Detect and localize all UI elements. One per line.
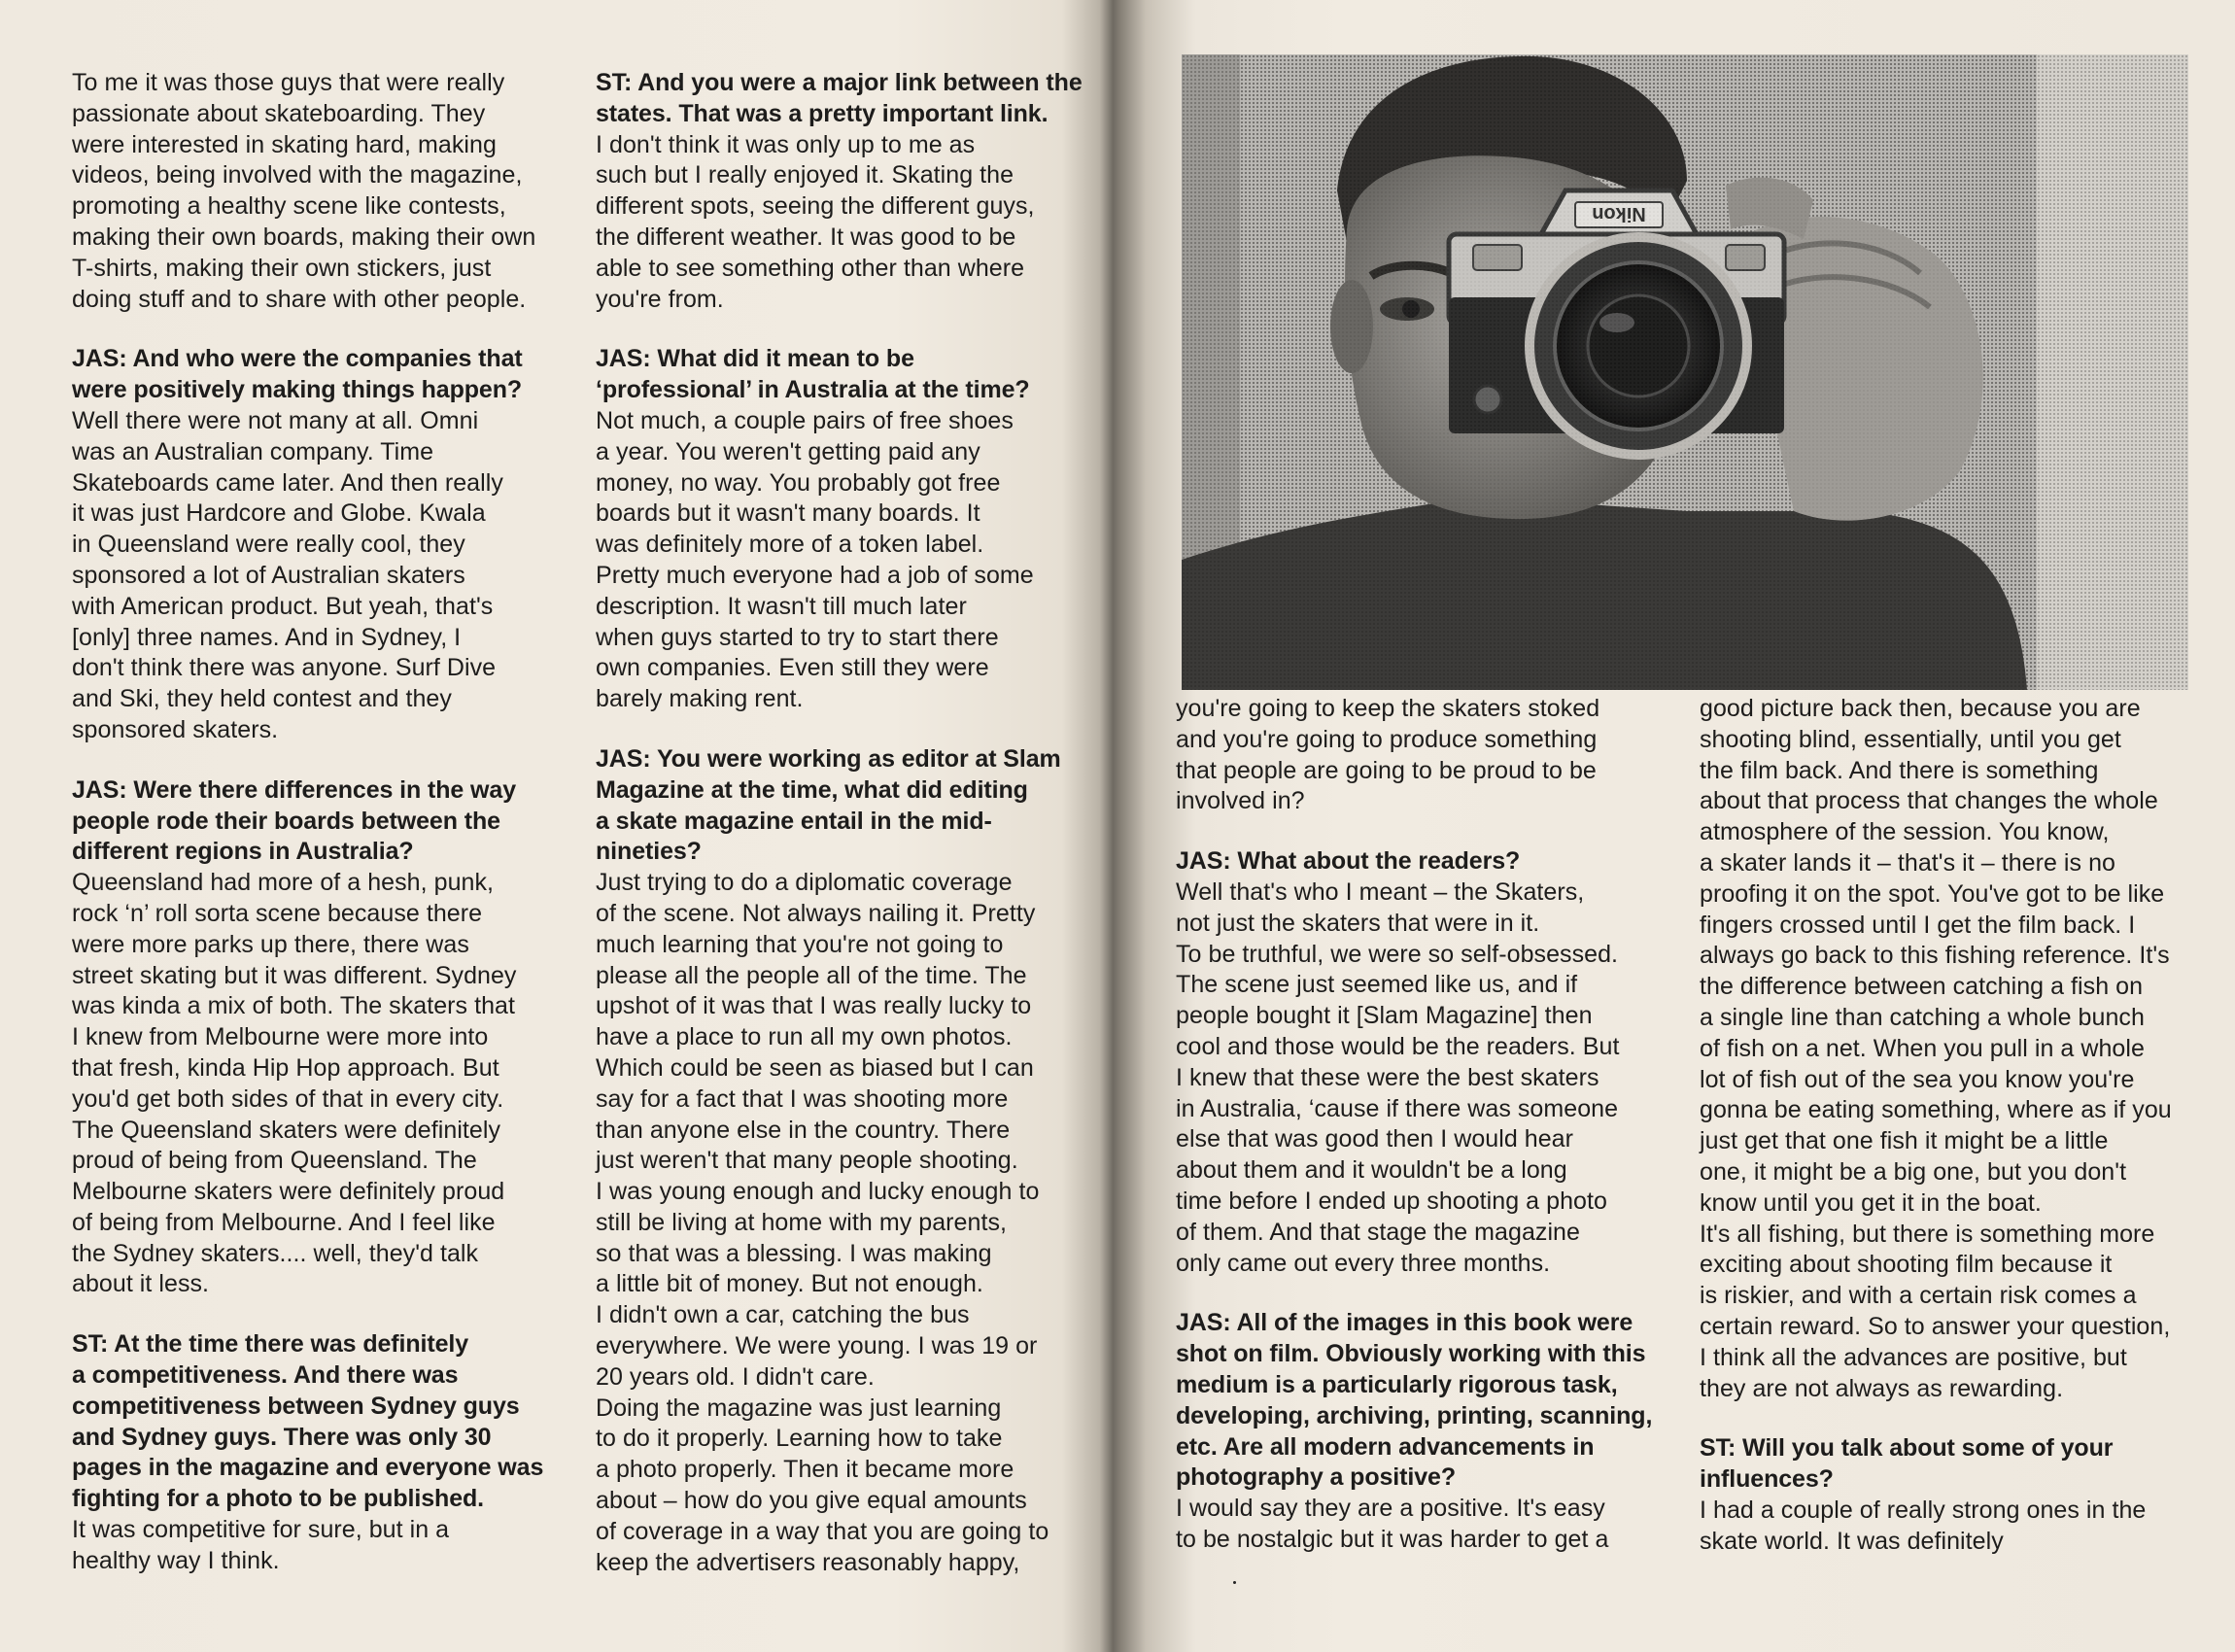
interview-answer: good picture back then, because you are shooting blind, essentially, until you get the film back. And there is something about that process that changes the whole atmosphere of the session. You know, a skater lands it – that's it – there is no proofing it on the spot. You've got to be like fingers crossed until I get the film back. I always go back to this fishing reference. It's the difference between catching a fish on a single line than catching a whole bunch of fish on a net. When you pull in a whole lot of fish out of the sea you know you're gonna be eating something, where as if you just get that one fish it might be a little one, it might be a big one, but you don't know until you get it in the boat. It's all fishing, but there is something more exciting about shooting film because it is riskier, and with a certain risk comes a certain reward. So to answer your question, I think all the advances are positive, but they are not always as rewarding. [1700,695,2172,1402]
text-column-1 [72,68,577,1577]
interview-paragraph [72,1329,577,1576]
interview-answer: I had a couple of really strong ones in the skate world. It was definitely [1700,1496,2147,1555]
interview-paragraph [596,744,1111,1579]
interview-answer: Well there were not many at all. Omni was an Australian company. Time Skateboards came later. And then really it was just Hardcore and Globe. Kwala in Queensland were really cool, they sponsored a lot of Australian skaters with American product. But yeah, that's [only] three names. And in Sydney, I don't think there was anyone. Surf Dive and Ski, they held contest and they sponsored skaters. [72,406,503,743]
interview-paragraph [72,344,577,745]
interview-answer: Just trying to do a diplomatic coverage of the scene. Not always nailing it. Pretty much learning that you're not going to please all the people all of the time. The upshot of it was that I was really lucky to have a place to run all my own photos. Which could be seen as biased but I can say for a fact that I was shooting more than anyone else in the country. There just weren't that many people shooting. I was young enough and lucky enough to still be living at home with my parents, so that was a blessing. I was making a little bit of money. But not enough. I didn't own a car, catching the bus everywhere. We were young. I was 19 or 20 years old. I didn't care. Doing the magazine was just learning to do it properly. Learning how to take a photo properly. Then it became more about – how do you give equal amounts of coverage in a way that you are going to keep the advertisers reasonably happy, [596,869,1049,1576]
text-column-2 [596,68,1111,1578]
interview-answer: Well that's who I meant – the Skaters, not just the skaters that were in it. To be truthful, we were so self-obsessed. The scene just seemed like us, and if people bought it [Slam Magazine] then cool and those would be the readers. But I knew that these were the best skaters in Australia, ‘cause if there was someone else that was good then I would hear about them and it wouldn't be a long time before I ended up shooting a photo of them. And that stage the magazine only came out every three months. [1176,878,1620,1277]
camera-brand-label: Nikon [1592,203,1646,224]
interview-answer: I would say they are a positive. It's easy to be nostalgic but it was harder to get a [1176,1495,1609,1553]
interview-question: JAS: Were there differences in the way people rode their boards between the different regions in Australia? [72,775,517,866]
text-column-3 [1176,694,1681,1556]
interview-question: ST: Will you talk about some of your influences? [1700,1434,2114,1494]
interview-paragraph [1176,846,1681,1279]
interview-question: JAS: You were working as editor at Slam Magazine at the time, what did editing a skate magazine entail in the mid- nineties? [596,744,1061,866]
photographer-with-camera-image [1182,54,2188,690]
interview-paragraph [1176,1308,1681,1555]
interview-answer: To me it was those guys that were really passionate about skateboarding. They were interested in skating hard, making videos, being involved with the magazine, promoting a healthy scene like contests, making their own boards, making their own T-shirts, making their own stickers, just doing stuff and to share with other people. [72,69,536,313]
interview-answer: you're going to keep the skaters stoked and you're going to produce something that people are going to be proud to be involved in? [1176,695,1600,815]
interview-question: JAS: What did it mean to be ‘professional’ in Australia at the time? [596,345,1030,404]
interview-paragraph [1700,1433,2205,1557]
interview-answer: I don't think it was only up to me as such but I really enjoyed it. Skating the different spots, seeing the different guys, the different weather. It was good to be able to see something other than where you're from. [596,130,1035,313]
interview-question: JAS: What about the readers? [1176,847,1521,876]
interview-paragraph [1176,694,1681,817]
interview-paragraph [72,775,577,1301]
interview-paragraph [1700,694,2205,1404]
print-speck [1233,1581,1236,1584]
interview-paragraph [72,68,577,315]
interview-answer: Not much, a couple pairs of free shoes a year. You weren't getting paid any money, no way. You probably got free boards but it wasn't many boards. It was definitely more of a token label. Pretty much everyone had a job of some description. It wasn't till much later when guys started to try to start there own companies. Even still they were barely making rent. [596,406,1034,713]
interview-question: JAS: And who were the companies that were positively making things happen? [72,345,523,404]
interview-question: ST: At the time there was definitely a competitiveness. And there was competitiveness between Sydney guys and Sydney guys. There was only 30 pages in the magazine and everyone was fighting for a photo to be published. [72,1330,544,1513]
photo-portrait [1182,54,2188,690]
interview-question: JAS: All of the images in this book were shot on film. Obviously working with this medium is a particularly rigorous task, developing, archiving, printing, scanning, etc. Are all modern advancements in photography a positive? [1176,1309,1653,1492]
text-column-4 [1700,694,2205,1558]
interview-answer: It was competitive for sure, but in a healthy way I think. [72,1516,450,1574]
interview-paragraph [596,68,1111,315]
interview-answer: Queensland had more of a hesh, punk, rock ‘n’ roll sorta scene because there were more parks up there, there was street skating but it was different. Sydney was kinda a mix of both. The skaters that I knew from Melbourne were more into that fresh, kinda Hip Hop approach. But you'd get both sides of that in every city. The Queensland skaters were definitely proud of being from Queensland. The Melbourne skaters were definitely proud of being from Melbourne. And I feel like the Sydney skaters.... well, they'd talk about it less. [72,869,517,1298]
interview-paragraph [596,344,1111,715]
interview-question: ST: And you were a major link between the states. That was a pretty important link. [596,69,1083,127]
